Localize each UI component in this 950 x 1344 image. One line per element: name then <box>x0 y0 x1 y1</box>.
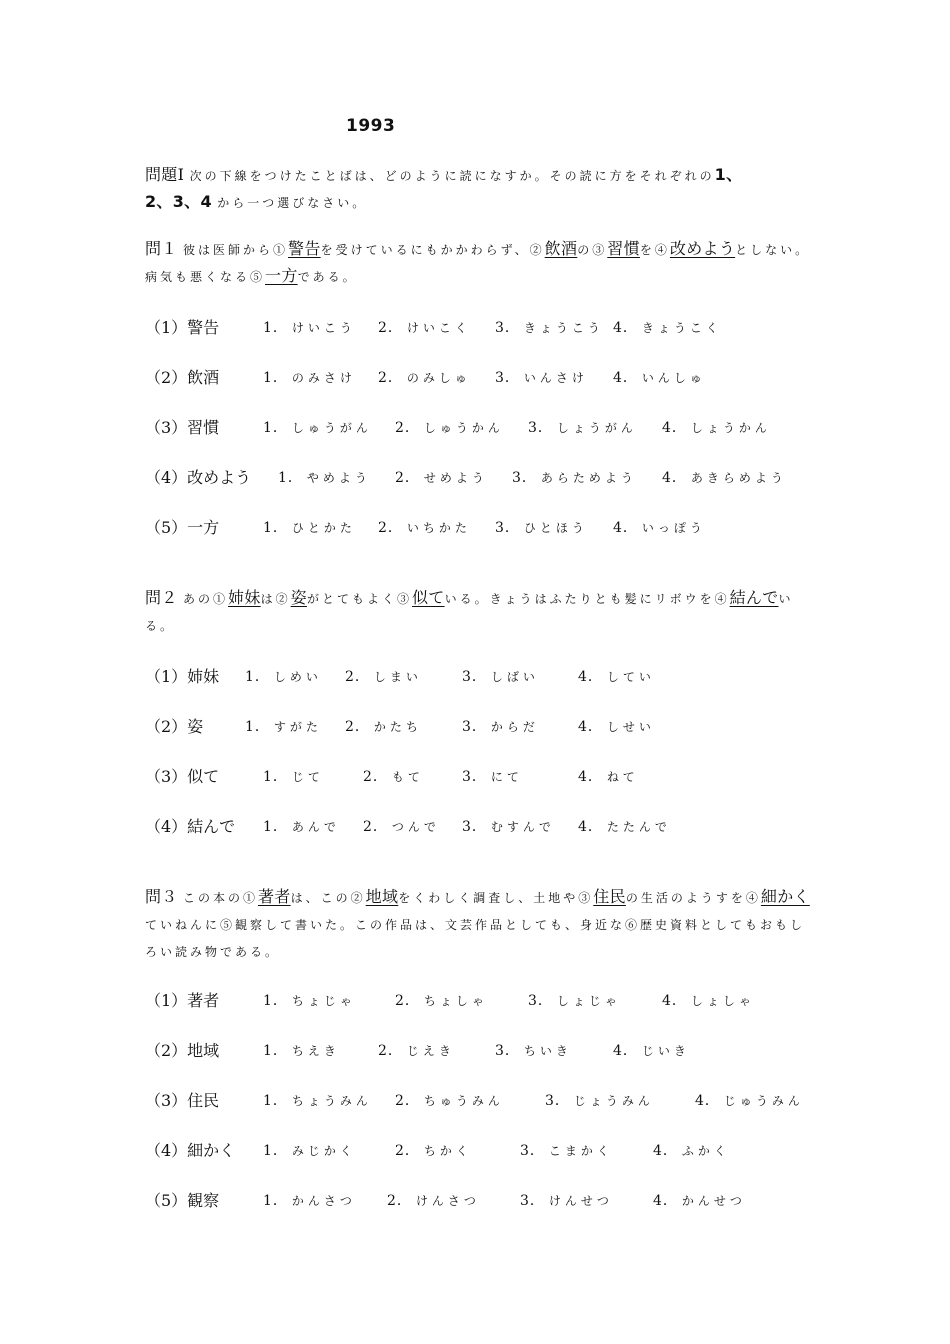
option-reading: あらためよう <box>540 471 637 485</box>
answer-option-1[interactable] <box>245 666 322 686</box>
answer-option-1[interactable] <box>263 766 324 786</box>
option-reading: いっぽう <box>641 521 706 535</box>
option-number: 3． <box>462 719 487 735</box>
instructions-number-1: 1、 <box>714 165 743 184</box>
option-reading: いちかた <box>406 521 471 535</box>
q1-passage: 問１ 彼は医師から①警告を受けているにもかかわらず、②飲酒の③習慣を④改めようとしない。病気も悪くなる⑤一方である。 <box>145 239 811 285</box>
option-reading: すがた <box>273 720 322 734</box>
option-number: 2． <box>395 470 420 486</box>
year-heading: 1993 <box>346 116 396 136</box>
option-reading: しょじゃ <box>556 994 621 1008</box>
option-number: 3． <box>495 1043 520 1059</box>
option-number: 2． <box>395 993 420 1009</box>
q1-underlined-5: 一方 <box>265 266 298 285</box>
answer-option-3[interactable] <box>462 816 555 836</box>
option-reading: いんしゅ <box>641 371 706 385</box>
option-reading: しまい <box>373 670 422 684</box>
option-reading: しゅうがん <box>291 421 372 435</box>
item-word: （3）似て <box>145 767 220 786</box>
option-number: 4． <box>578 669 603 685</box>
answer-option-2[interactable] <box>363 766 424 786</box>
option-number: 3． <box>520 1193 545 1209</box>
item-word: （4）改めよう <box>145 468 252 487</box>
q2-underlined-1: 姉妹 <box>228 588 261 607</box>
item-word: （3）住民 <box>145 1091 220 1110</box>
option-number: 3． <box>495 520 520 536</box>
option-number: 4． <box>613 1043 638 1059</box>
option-number: 3． <box>512 470 537 486</box>
option-number: 2． <box>378 520 403 536</box>
option-number: 3． <box>528 420 553 436</box>
option-number: 2． <box>363 819 388 835</box>
answer-option-3[interactable] <box>528 417 637 437</box>
option-reading: ちいき <box>523 1044 572 1058</box>
q3-underlined-1: 著者 <box>258 887 291 906</box>
answer-option-3[interactable] <box>545 1090 654 1110</box>
item-word: （4）結んで <box>145 817 236 836</box>
q2-item-1 <box>145 664 813 688</box>
option-number: 1． <box>263 320 288 336</box>
option-number: 2． <box>363 769 388 785</box>
answer-option-4[interactable] <box>662 990 755 1010</box>
option-reading: しょしゃ <box>690 994 755 1008</box>
answer-option-4[interactable] <box>613 317 722 337</box>
item-word: （1）姉妹 <box>145 667 220 686</box>
answer-option-1[interactable] <box>245 716 322 736</box>
option-reading: しょうがん <box>556 421 637 435</box>
option-number: 2． <box>395 420 420 436</box>
option-number: 4． <box>662 420 687 436</box>
item-word: （1）著者 <box>145 991 220 1010</box>
option-number: 3． <box>495 320 520 336</box>
option-reading: じえき <box>406 1044 455 1058</box>
q1-underlined-2: 飲酒 <box>544 239 578 258</box>
instructions-text: 次の下線をつけたことばは、どのように読になすか。その読に方をそれぞれの <box>189 169 715 183</box>
answer-option-2[interactable] <box>387 1190 480 1210</box>
option-number: 1． <box>263 420 288 436</box>
q3-item-3 <box>145 1088 813 1112</box>
option-reading: たたんで <box>606 820 671 834</box>
q3-underlined-4: 細かく <box>760 887 810 906</box>
q1-item-5 <box>145 515 813 539</box>
option-reading: ちょしゃ <box>423 994 488 1008</box>
answer-option-3[interactable] <box>462 666 539 686</box>
option-number: 4． <box>578 769 603 785</box>
answer-option-3[interactable] <box>528 990 621 1010</box>
option-reading: つんで <box>391 820 440 834</box>
option-number: 2． <box>395 1093 420 1109</box>
option-reading: のみさけ <box>291 371 356 385</box>
option-reading: ちょうみん <box>291 1094 372 1108</box>
option-number: 2． <box>395 1143 420 1159</box>
option-reading: からだ <box>490 720 539 734</box>
item-word: （3）習慣 <box>145 418 220 437</box>
option-reading: じいき <box>641 1044 690 1058</box>
answer-option-1[interactable] <box>263 317 356 337</box>
option-reading: あきらめよう <box>690 471 787 485</box>
q2-item-2 <box>145 714 813 738</box>
answer-option-4[interactable] <box>578 666 655 686</box>
option-reading: けんさつ <box>415 1194 480 1208</box>
answer-option-4[interactable] <box>578 716 655 736</box>
option-number: 3． <box>528 993 553 1009</box>
answer-option-1[interactable] <box>263 1090 372 1110</box>
option-reading: けいこく <box>406 321 471 335</box>
option-reading: けんせつ <box>548 1194 613 1208</box>
option-reading: ひとほう <box>523 521 588 535</box>
q1-underlined-1: 警告 <box>288 239 321 258</box>
answer-option-2[interactable] <box>345 716 422 736</box>
option-number: 4． <box>653 1143 678 1159</box>
answer-option-3[interactable] <box>495 517 588 537</box>
option-reading: ねて <box>606 770 639 784</box>
answer-option-3[interactable] <box>520 1190 613 1210</box>
option-number: 2． <box>378 320 403 336</box>
q3-item-5 <box>145 1188 813 1212</box>
answer-option-1[interactable] <box>263 367 356 387</box>
option-number: 1． <box>263 370 288 386</box>
option-reading: あんで <box>291 820 340 834</box>
q1-underlined-4: 改めよう <box>669 239 736 258</box>
option-reading: ちかく <box>423 1144 472 1158</box>
option-number: 4． <box>653 1193 678 1209</box>
item-word: （5）観察 <box>145 1191 220 1210</box>
item-word: （5）一方 <box>145 518 220 537</box>
option-reading: むすんで <box>490 820 555 834</box>
answer-option-1[interactable] <box>263 417 372 437</box>
option-number: 1． <box>245 669 270 685</box>
q2-underlined-2: 姿 <box>290 588 307 607</box>
option-reading: きょうこう <box>523 321 604 335</box>
answer-option-4[interactable] <box>613 1040 690 1060</box>
q3-item-1 <box>145 988 813 1012</box>
answer-option-2[interactable] <box>395 1090 504 1110</box>
instructions-numbers: 2、3、4 <box>145 192 212 211</box>
option-number: 4． <box>613 370 638 386</box>
answer-option-4[interactable] <box>578 766 639 786</box>
option-number: 4． <box>662 993 687 1009</box>
answer-option-4[interactable] <box>613 517 706 537</box>
answer-option-4[interactable] <box>653 1140 730 1160</box>
option-number: 2． <box>345 719 370 735</box>
option-number: 4． <box>613 320 638 336</box>
option-reading: ちょじゃ <box>291 994 356 1008</box>
option-reading: もて <box>391 770 424 784</box>
q2-passage: 問２ あの①姉妹は②姿がとてもよく③似ている。きょうはふたりとも髪にリボウを④結んでいる。 <box>145 588 794 633</box>
option-number: 1． <box>263 769 288 785</box>
q1-label: 問１ <box>145 239 178 258</box>
option-reading: じょうみん <box>573 1094 654 1108</box>
option-reading: しゅうかん <box>423 421 504 435</box>
answer-option-2[interactable] <box>378 517 471 537</box>
q2-item-4 <box>145 814 813 838</box>
option-reading: にて <box>490 770 523 784</box>
item-word: （2）地域 <box>145 1041 220 1060</box>
answer-option-2[interactable] <box>378 367 471 387</box>
answer-option-1[interactable] <box>263 816 340 836</box>
item-word: （1）警告 <box>145 318 220 337</box>
option-reading: きょうこく <box>641 321 722 335</box>
answer-option-2[interactable] <box>395 467 488 487</box>
option-number: 1． <box>263 1193 288 1209</box>
option-number: 1． <box>263 520 288 536</box>
q2-label: 問２ <box>145 588 178 607</box>
option-reading: ふかく <box>681 1144 730 1158</box>
answer-option-4[interactable] <box>578 816 671 836</box>
q2-underlined-4: 結んで <box>729 588 779 607</box>
q1-item-1 <box>145 315 813 339</box>
option-number: 3． <box>520 1143 545 1159</box>
answer-option-2[interactable] <box>395 1140 472 1160</box>
option-reading: やめよう <box>306 471 371 485</box>
instructions-lead: 問題Ⅰ <box>145 165 185 184</box>
answer-option-1[interactable] <box>263 1140 356 1160</box>
option-number: 2． <box>378 370 403 386</box>
option-number: 4． <box>613 520 638 536</box>
option-number: 3． <box>495 370 520 386</box>
option-reading: かたち <box>373 720 422 734</box>
option-number: 1． <box>245 719 270 735</box>
option-number: 1． <box>263 1143 288 1159</box>
answer-option-3[interactable] <box>495 1040 572 1060</box>
q3-underlined-2: 地域 <box>365 887 399 906</box>
answer-option-3[interactable] <box>512 467 637 487</box>
option-reading: かんせつ <box>681 1194 746 1208</box>
answer-option-1[interactable] <box>263 1040 340 1060</box>
answer-option-4[interactable] <box>653 1190 746 1210</box>
option-number: 4． <box>662 470 687 486</box>
answer-option-2[interactable] <box>345 666 422 686</box>
answer-option-4[interactable] <box>662 417 771 437</box>
option-number: 1． <box>263 819 288 835</box>
answer-option-3[interactable] <box>495 317 604 337</box>
answer-option-4[interactable] <box>613 367 706 387</box>
option-number: 2． <box>378 1043 403 1059</box>
option-reading: じて <box>291 770 324 784</box>
q2-item-3 <box>145 764 813 788</box>
q2-underlined-3: 似て <box>411 588 445 607</box>
answer-option-3[interactable] <box>462 766 523 786</box>
answer-option-1[interactable] <box>263 990 356 1010</box>
option-reading: せめよう <box>423 471 488 485</box>
option-reading: しめい <box>273 670 322 684</box>
option-number: 2． <box>345 669 370 685</box>
option-number: 1． <box>263 1093 288 1109</box>
option-reading: こまかく <box>548 1144 613 1158</box>
q3-passage: 問３ この本の①著者は、この②地域をくわしく調査し、土地や③住民の生活のようすを④細かくていねんに⑤観察して書いた。この作品は、文芸作品としても、身近な⑥歴史資料としてもおもしろい読み物である。 <box>145 887 810 959</box>
answer-option-2[interactable] <box>395 990 488 1010</box>
answer-option-3[interactable] <box>520 1140 613 1160</box>
option-reading: かんさつ <box>291 1194 356 1208</box>
option-reading: しばい <box>490 670 539 684</box>
item-word: （4）細かく <box>145 1141 236 1160</box>
answer-option-3[interactable] <box>462 716 539 736</box>
item-word: （2）姿 <box>145 717 204 736</box>
answer-option-2[interactable] <box>363 816 440 836</box>
option-number: 1． <box>278 470 303 486</box>
option-number: 3． <box>462 819 487 835</box>
option-number: 3． <box>462 769 487 785</box>
option-number: 4． <box>578 719 603 735</box>
option-reading: ちえき <box>291 1044 340 1058</box>
option-reading: けいこう <box>291 321 356 335</box>
answer-option-1[interactable] <box>263 1190 356 1210</box>
option-reading: ちゅうみん <box>423 1094 504 1108</box>
option-number: 2． <box>387 1193 412 1209</box>
option-number: 1． <box>263 993 288 1009</box>
instructions <box>145 162 813 216</box>
option-reading: しせい <box>606 720 655 734</box>
answer-option-4[interactable] <box>662 467 787 487</box>
option-number: 3． <box>545 1093 570 1109</box>
option-number: 1． <box>263 1043 288 1059</box>
option-reading: ひとかた <box>291 521 356 535</box>
answer-option-2[interactable] <box>395 417 504 437</box>
option-reading: じゅうみん <box>723 1094 804 1108</box>
option-number: 3． <box>462 669 487 685</box>
answer-option-4[interactable] <box>695 1090 804 1110</box>
instructions-text-2: から一つ選びなさい。 <box>217 196 368 210</box>
q1-item-3 <box>145 415 813 439</box>
q1-item-4 <box>145 465 813 489</box>
answer-option-2[interactable] <box>378 317 471 337</box>
option-reading: いんさけ <box>523 371 588 385</box>
q1-underlined-3: 習慣 <box>607 239 640 258</box>
option-number: 4． <box>578 819 603 835</box>
q3-item-2 <box>145 1038 813 1062</box>
answer-option-2[interactable] <box>378 1040 455 1060</box>
q3-item-4 <box>145 1138 813 1162</box>
answer-option-1[interactable] <box>263 517 356 537</box>
option-reading: みじかく <box>291 1144 356 1158</box>
option-number: 4． <box>695 1093 720 1109</box>
item-word: （2）飲酒 <box>145 368 220 387</box>
option-reading: のみしゅ <box>406 371 471 385</box>
option-reading: してい <box>606 670 655 684</box>
q3-underlined-3: 住民 <box>593 887 626 906</box>
option-reading: しょうかん <box>690 421 771 435</box>
q1-item-2 <box>145 365 813 389</box>
answer-option-3[interactable] <box>495 367 588 387</box>
answer-option-1[interactable] <box>278 467 371 487</box>
q3-label: 問３ <box>145 887 178 906</box>
